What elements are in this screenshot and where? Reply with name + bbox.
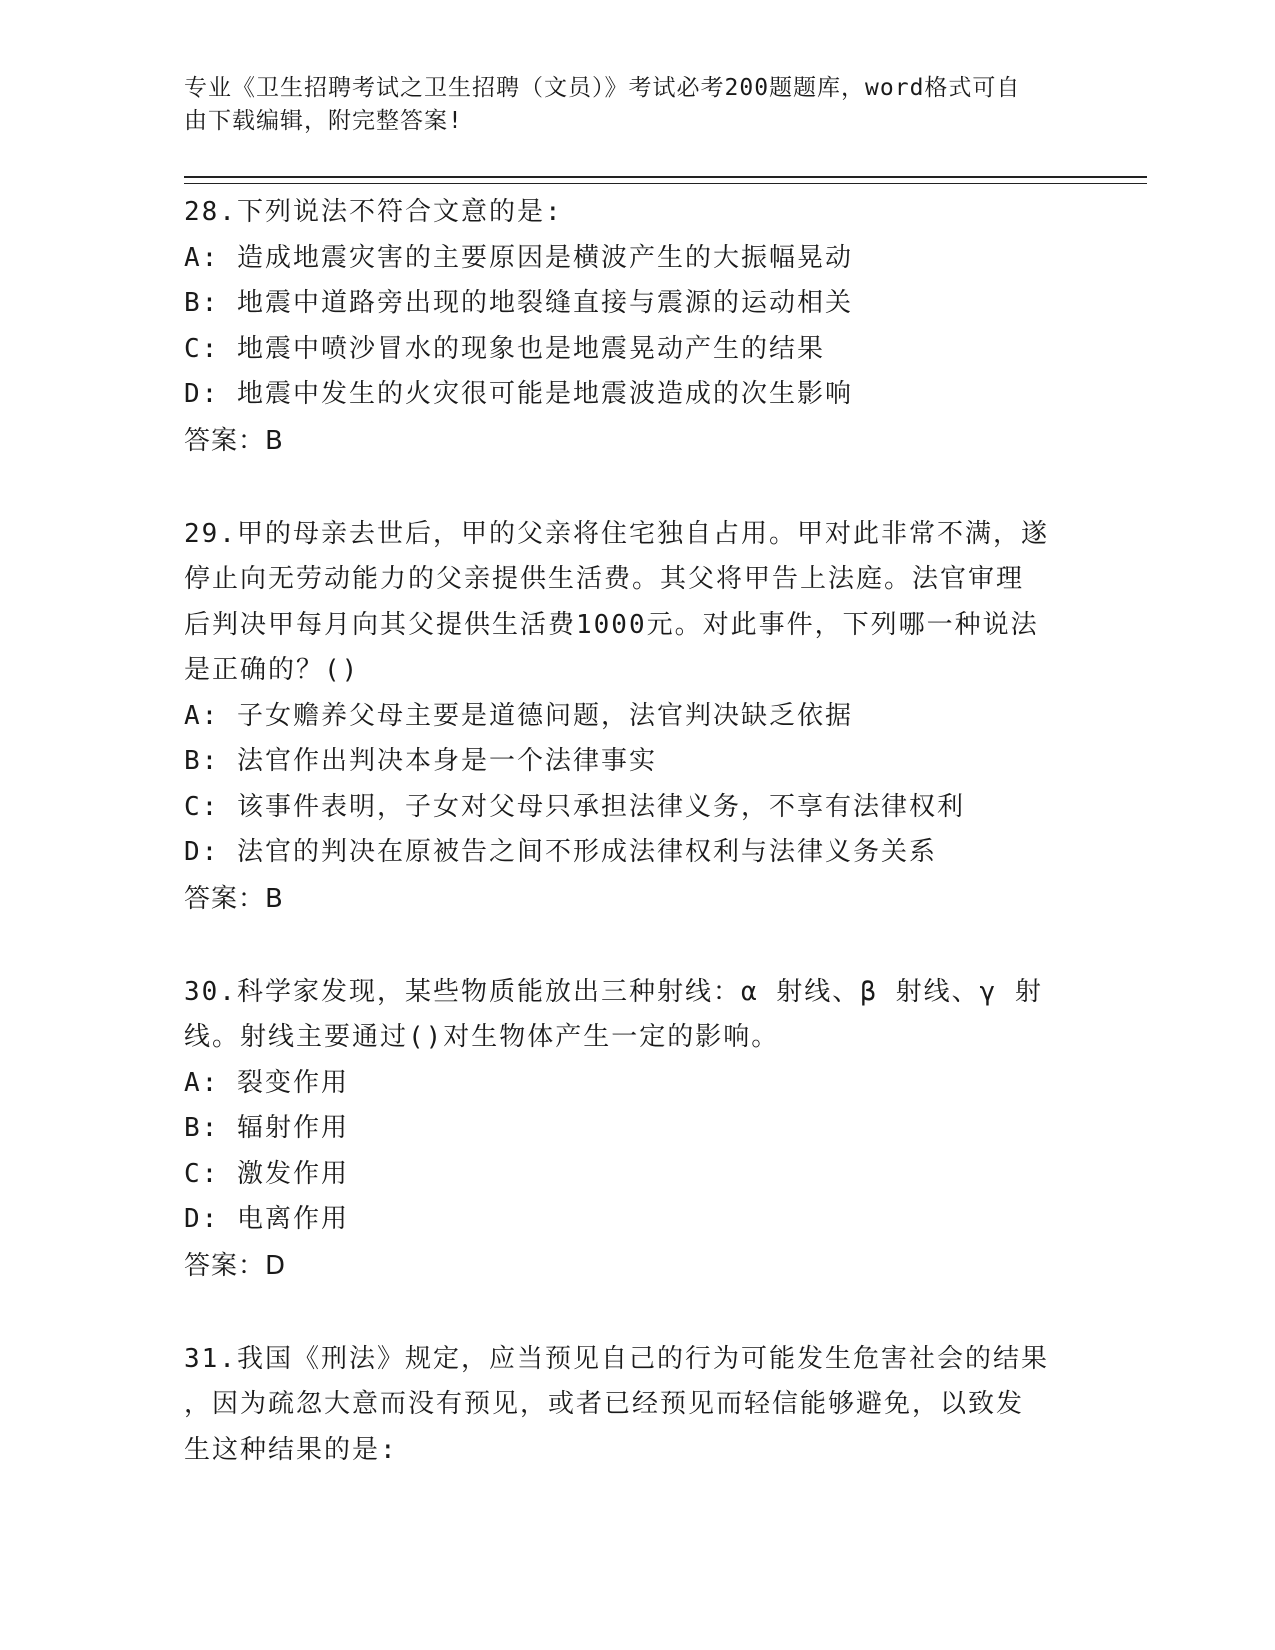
stem-line: 停止向无劳动能力的父亲提供生活费。其父将甲告上法庭。法官审理 (184, 564, 1025, 594)
stem-line: 31.我国《刑法》规定，应当预见自己的行为可能发生危害社会的结果 (184, 1343, 1049, 1374)
option-b: B: 法官作出判决本身是一个法律事实 (184, 746, 657, 776)
option-a: A: 子女赡养父母主要是道德问题，法官判决缺乏依据 (184, 700, 853, 731)
option-d: D: 电离作用 (184, 1204, 349, 1234)
stem-line: 30.科学家发现，某些物质能放出三种射线：α 射线、β 射线、γ 射 (184, 976, 1043, 1007)
answer-label: 答案：D (184, 1250, 287, 1281)
question-28 (184, 190, 1084, 464)
question-stem (184, 970, 1084, 1061)
question-list (184, 190, 1084, 1521)
answer-label: 答案：B (184, 425, 284, 456)
stem-line: 线。射线主要通过()对生物体产生一定的影响。 (184, 1022, 780, 1052)
question-stem (184, 512, 1084, 694)
header-divider-thin (184, 183, 1147, 184)
option-c: C: 激发作用 (184, 1158, 349, 1189)
question-stem (184, 1337, 1084, 1474)
question-29 (184, 512, 1084, 922)
answer-label: 答案：B (184, 883, 284, 914)
option-a: A: 裂变作用 (184, 1067, 349, 1098)
option-b: B: 地震中道路旁出现的地裂缝直接与震源的运动相关 (184, 288, 853, 318)
option-c: C: 该事件表明，子女对父母只承担法律义务，不享有法律权利 (184, 791, 965, 822)
option-a: A: 造成地震灾害的主要原因是横波产生的大振幅晃动 (184, 242, 853, 273)
stem-line: 28.下列说法不符合文意的是: (184, 197, 563, 227)
header-line-2: 由下载编辑，附完整答案! (184, 108, 463, 134)
document-header (184, 72, 1064, 138)
option-d: D: 法官的判决在原被告之间不形成法律权利与法律义务关系 (184, 837, 937, 867)
header-line-1: 专业《卫生招聘考试之卫生招聘（文员）》考试必考200题题库，word格式可自 (184, 75, 1021, 101)
option-d: D: 地震中发生的火灾很可能是地震波造成的次生影响 (184, 379, 853, 409)
stem-line: ，因为疏忽大意而没有预见，或者已经预见而轻信能够避免，以致发 (184, 1389, 1025, 1419)
stem-line: 后判决甲每月向其父提供生活费1000元。对此事件，下列哪一种说法 (184, 609, 1039, 640)
question-stem (184, 190, 1084, 236)
question-30 (184, 970, 1084, 1289)
stem-line: 生这种结果的是: (184, 1434, 398, 1465)
option-c: C: 地震中喷沙冒水的现象也是地震晃动产生的结果 (184, 333, 825, 364)
option-b: B: 辐射作用 (184, 1113, 349, 1143)
question-31 (184, 1337, 1084, 1474)
stem-line: 是正确的？() (184, 655, 360, 685)
stem-line: 29.甲的母亲去世后，甲的父亲将住宅独自占用。甲对此非常不满，遂 (184, 518, 1049, 549)
header-divider-thick (184, 176, 1147, 178)
